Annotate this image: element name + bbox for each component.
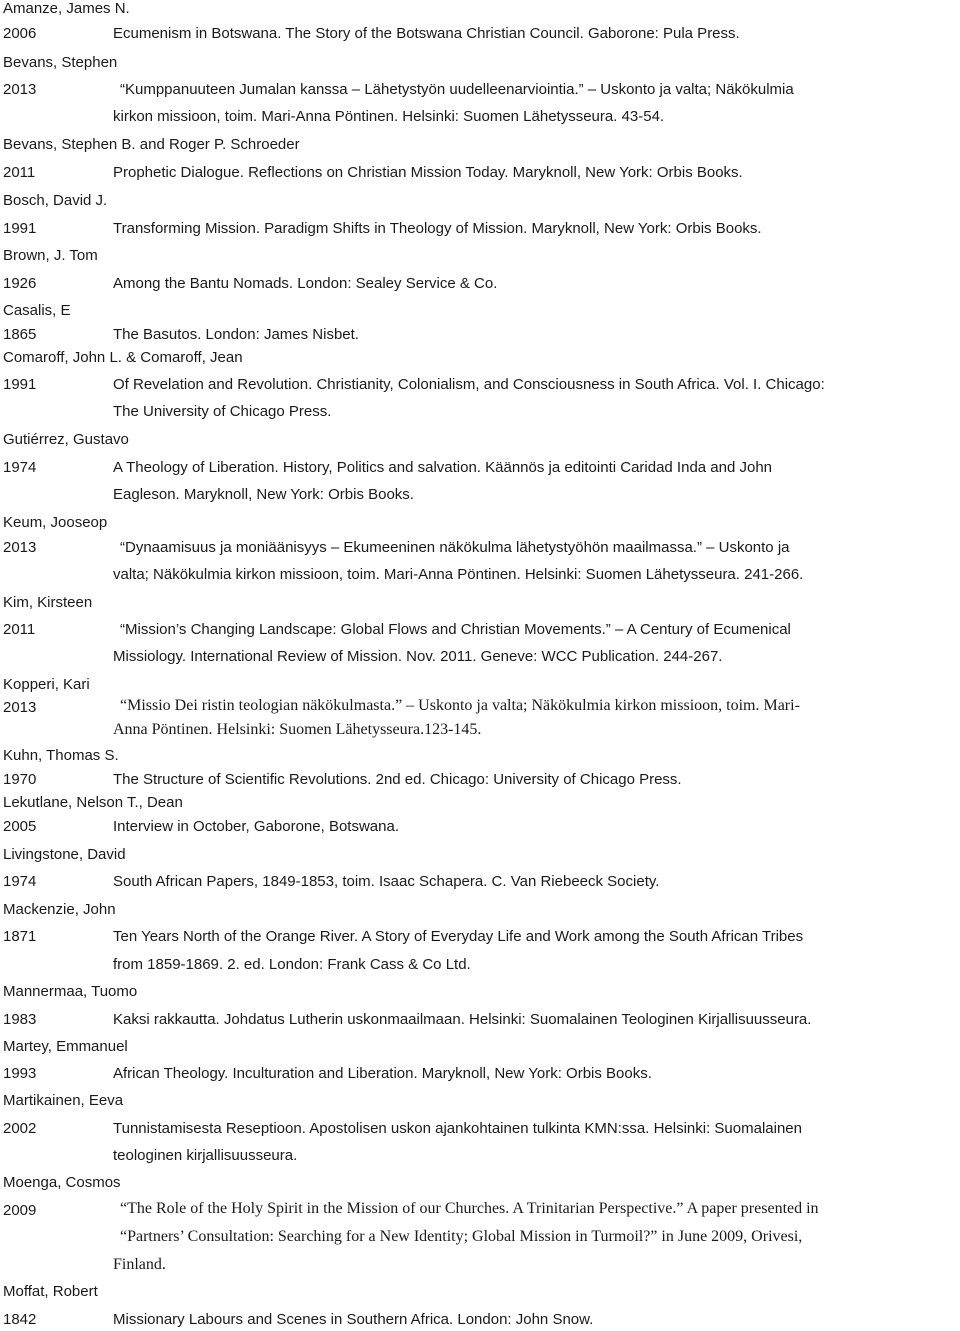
entry-text: South African Papers, 1849-1853, toim. Isaac Schapera. C. Van Riebeeck Society. [113, 873, 660, 890]
entry-text: valta; Näkökulmia kirkon missioon, toim. Mari-Anna Pöntinen. Helsinki: Suomen Lähetysseura. 241-266. [113, 566, 804, 583]
entry-text: Transforming Mission. Paradigm Shifts in Theology of Mission. Maryknoll, New York: Orbis Books. [113, 220, 762, 237]
entry-year: 2002 [3, 1120, 37, 1137]
entry-text: The University of Chicago Press. [113, 403, 332, 420]
entry-text: Among the Bantu Nomads. London: Sealey Service & Co. [113, 275, 498, 292]
entry-author: Casalis, E [3, 302, 71, 319]
entry-author: Bevans, Stephen [3, 54, 118, 71]
entry-year: 1991 [3, 376, 37, 393]
entry-text: Eagleson. Maryknoll, New York: Orbis Books. [113, 486, 414, 503]
entry-text: Ecumenism in Botswana. The Story of the Botswana Christian Council. Gaborone: Pula Press. [113, 25, 740, 42]
entry-year: 2013 [3, 539, 37, 556]
entry-year: 1974 [3, 873, 37, 890]
entry-author: Comaroff, John L. & Comaroff, Jean [3, 349, 243, 366]
entry-text: Of Revelation and Revolution. Christianity, Colonialism, and Consciousness in South Africa. Vol. I. Chicago: [113, 376, 825, 393]
entry-year: 2005 [3, 818, 37, 835]
entry-author: Gutiérrez, Gustavo [3, 431, 129, 448]
entry-text: The Structure of Scientific Revolutions. 2nd ed. Chicago: University of Chicago Press. [113, 771, 682, 788]
entry-text: “Partners’ Consultation: Searching for a New Identity; Global Mission in Turmoil?” in June 2009, Orivesi, [120, 1228, 803, 1245]
entry-text: African Theology. Inculturation and Liberation. Maryknoll, New York: Orbis Books. [113, 1065, 652, 1082]
entry-text: kirkon missioon, toim. Mari-Anna Pöntinen. Helsinki: Suomen Lähetysseura. 43-54. [113, 108, 665, 125]
entry-author: Bosch, David J. [3, 192, 108, 209]
entry-year: 2011 [3, 621, 36, 638]
entry-text: from 1859-1869. 2. ed. London: Frank Cass & Co Ltd. [113, 956, 471, 973]
entry-text: “Dynaamisuus ja moniäänisyys – Ekumeeninen näkökulma lähetystyöhön maailmassa.” – Uskonto ja [120, 539, 790, 556]
entry-text: Interview in October, Gaborone, Botswana. [113, 818, 399, 835]
entry-year: 1970 [3, 771, 37, 788]
entry-author: Martikainen, Eeva [3, 1092, 124, 1109]
entry-text: Missionary Labours and Scenes in Southern Africa. London: John Snow. [113, 1311, 594, 1328]
entry-text: Ten Years North of the Orange River. A Story of Everyday Life and Work among the South African Tribes [113, 928, 804, 945]
entry-author: Kopperi, Kari [3, 676, 90, 693]
entry-author: Keum, Jooseop [3, 514, 108, 531]
entry-year: 1974 [3, 459, 37, 476]
entry-author: Lekutlane, Nelson T., Dean [3, 794, 183, 811]
entry-text: Missiology. International Review of Mission. Nov. 2011. Geneve: WCC Publication. 244-267. [113, 648, 723, 665]
entry-author: Martey, Emmanuel [3, 1038, 128, 1055]
entry-year: 1991 [3, 220, 37, 237]
entry-author: Kim, Kirsteen [3, 594, 93, 611]
entry-year: 1871 [3, 928, 37, 945]
entry-year: 1926 [3, 275, 37, 292]
entry-author: Mannermaa, Tuomo [3, 983, 138, 1000]
entry-text: Finland. [113, 1256, 166, 1273]
entry-text: “The Role of the Holy Spirit in the Mission of our Churches. A Trinitarian Perspective.” A paper presented in [120, 1200, 819, 1217]
entry-text: “Mission’s Changing Landscape: Global Flows and Christian Movements.” – A Century of Ecumenical [120, 621, 791, 638]
entry-text: Kaksi rakkautta. Johdatus Lutherin uskonmaailmaan. Helsinki: Suomalainen Teologinen Kirjallisuusseura. [113, 1011, 812, 1028]
entry-author: Mackenzie, John [3, 901, 116, 918]
entry-year: 1983 [3, 1011, 37, 1028]
entry-text: Anna Pöntinen. Helsinki: Suomen Lähetysseura.123-145. [113, 721, 482, 738]
entry-author: Moffat, Robert [3, 1283, 98, 1300]
entry-year: 1842 [3, 1311, 37, 1328]
entry-text: “Missio Dei ristin teologian näkökulmasta.” – Uskonto ja valta; Näkökulmia kirkon missioon, toim. Mari- [120, 697, 800, 714]
entry-text: The Basutos. London: James Nisbet. [113, 326, 359, 343]
entry-year: 2013 [3, 81, 37, 98]
entry-year: 2006 [3, 25, 37, 42]
entry-year: 2009 [3, 1202, 37, 1219]
entry-year: 1993 [3, 1065, 37, 1082]
entry-text: teologinen kirjallisuusseura. [113, 1147, 298, 1164]
entry-text: Tunnistamisesta Reseptioon. Apostolisen uskon ajankohtainen tulkinta KMN:ssa. Helsinki: Suomalainen [113, 1120, 802, 1137]
entry-author: Kuhn, Thomas S. [3, 747, 119, 764]
entry-author: Moenga, Cosmos [3, 1174, 121, 1191]
entry-text: A Theology of Liberation. History, Politics and salvation. Käännös ja editointi Caridad Inda and John [113, 459, 773, 476]
entry-text: “Kumppanuuteen Jumalan kanssa – Lähetystyön uudelleenarviointia.” – Uskonto ja valta; Näkökulmia [120, 81, 794, 98]
entry-author: Brown, J. Tom [3, 247, 98, 264]
entry-author: Amanze, James N. [3, 0, 130, 17]
entry-year: 2013 [3, 699, 37, 716]
entry-year: 2011 [3, 164, 36, 181]
entry-author: Bevans, Stephen B. and Roger P. Schroeder [3, 136, 300, 153]
entry-author: Livingstone, David [3, 846, 126, 863]
entry-text: Prophetic Dialogue. Reflections on Christian Mission Today. Maryknoll, New York: Orbis Books. [113, 164, 743, 181]
entry-year: 1865 [3, 326, 37, 343]
